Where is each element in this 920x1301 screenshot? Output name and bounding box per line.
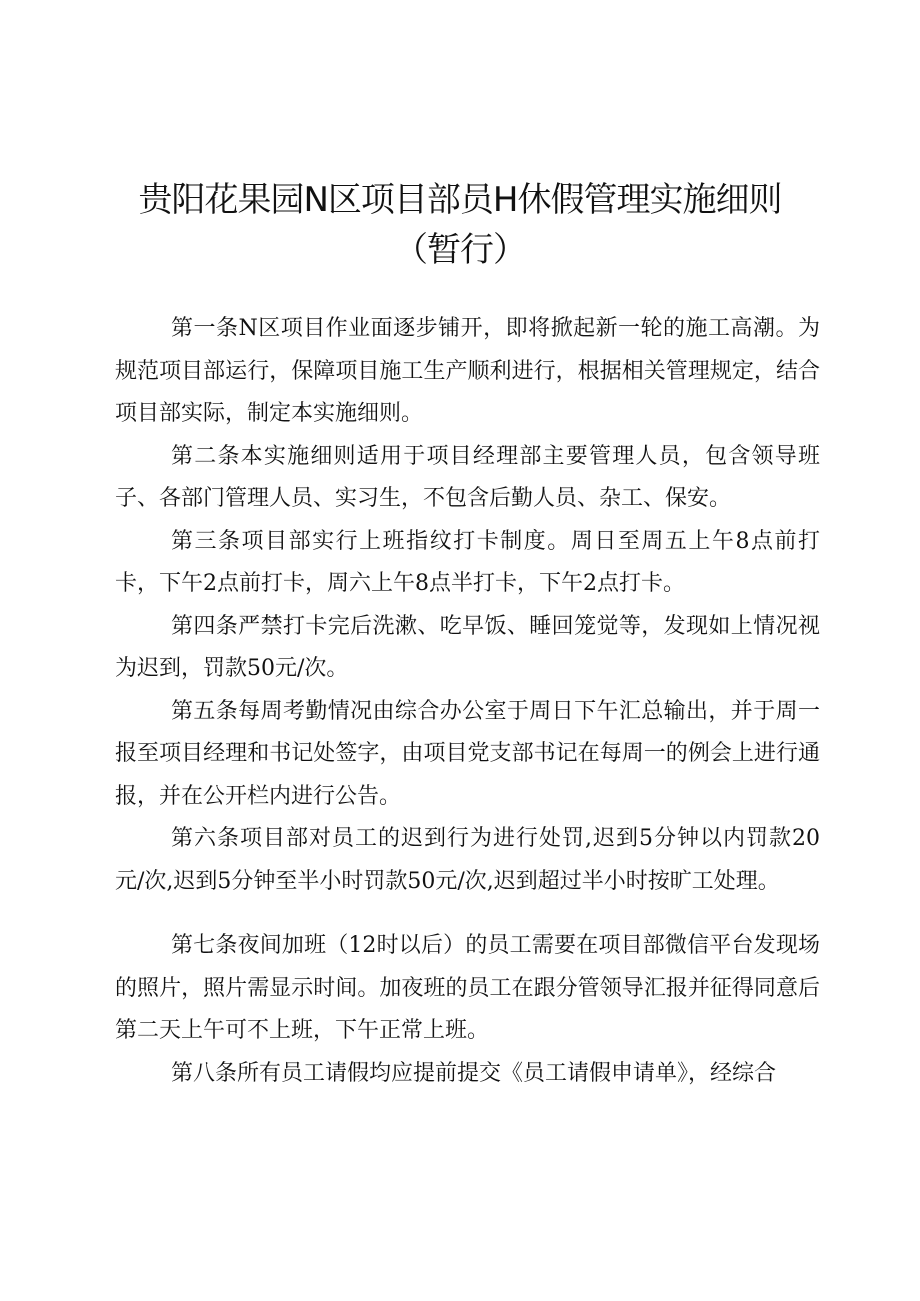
article-3: 第三条项目部实行上班指纹打卡制度。周日至周五上午8点前打卡，下午2点前打卡，周六上午8点半打卡，下午2点打卡。 [115,528,820,596]
document-subtitle: （暂行） [394,230,526,270]
article-8: 第八条所有员工请假均应提前提交《员工请假申请单》，经综合 [171,1060,777,1086]
article-2: 第二条本实施细则适用于项目经理部主要管理人员，包含领导班子、各部门管理人员、实习生，不包含后勤人员、杂工、保安。 [115,443,820,511]
article-6: 第六条项目部对员工的迟到行为进行处罚,迟到5分钟以内罚款20元/次,迟到5分钟至半小时罚款50元/次,迟到超过半小时按旷工处理。 [115,826,820,894]
document-body [115,308,820,1095]
article-4: 第四条严禁打卡完后洗漱、吃早饭、睡回笼觉等，发现如上情况视为迟到，罚款50元/次。 [115,613,820,681]
article-1: 第一条N区项目作业面逐步铺开，即将掀起新一轮的施工高潮。为规范项目部运行，保障项目施工生产顺利进行，根据相关管理规定，结合项目部实际，制定本实施细则。 [115,316,820,426]
article-5: 第五条每周考勤情况由综合办公室于周日下午汇总输出，并于周一报至项目经理和书记处签字，由项目党支部书记在每周一的例会上进行通报，并在公开栏内进行公告。 [115,698,820,809]
article-7: 第七条夜间加班（12时以后）的员工需要在项目部微信平台发现场的照片，照片需显示时间。加夜班的员工在跟分管领导汇报并征得同意后第二天上午可不上班，下午正常上班。 [115,933,820,1043]
document-title: 贵阳花果园N区项目部员H休假管理实施细则 [138,180,782,220]
